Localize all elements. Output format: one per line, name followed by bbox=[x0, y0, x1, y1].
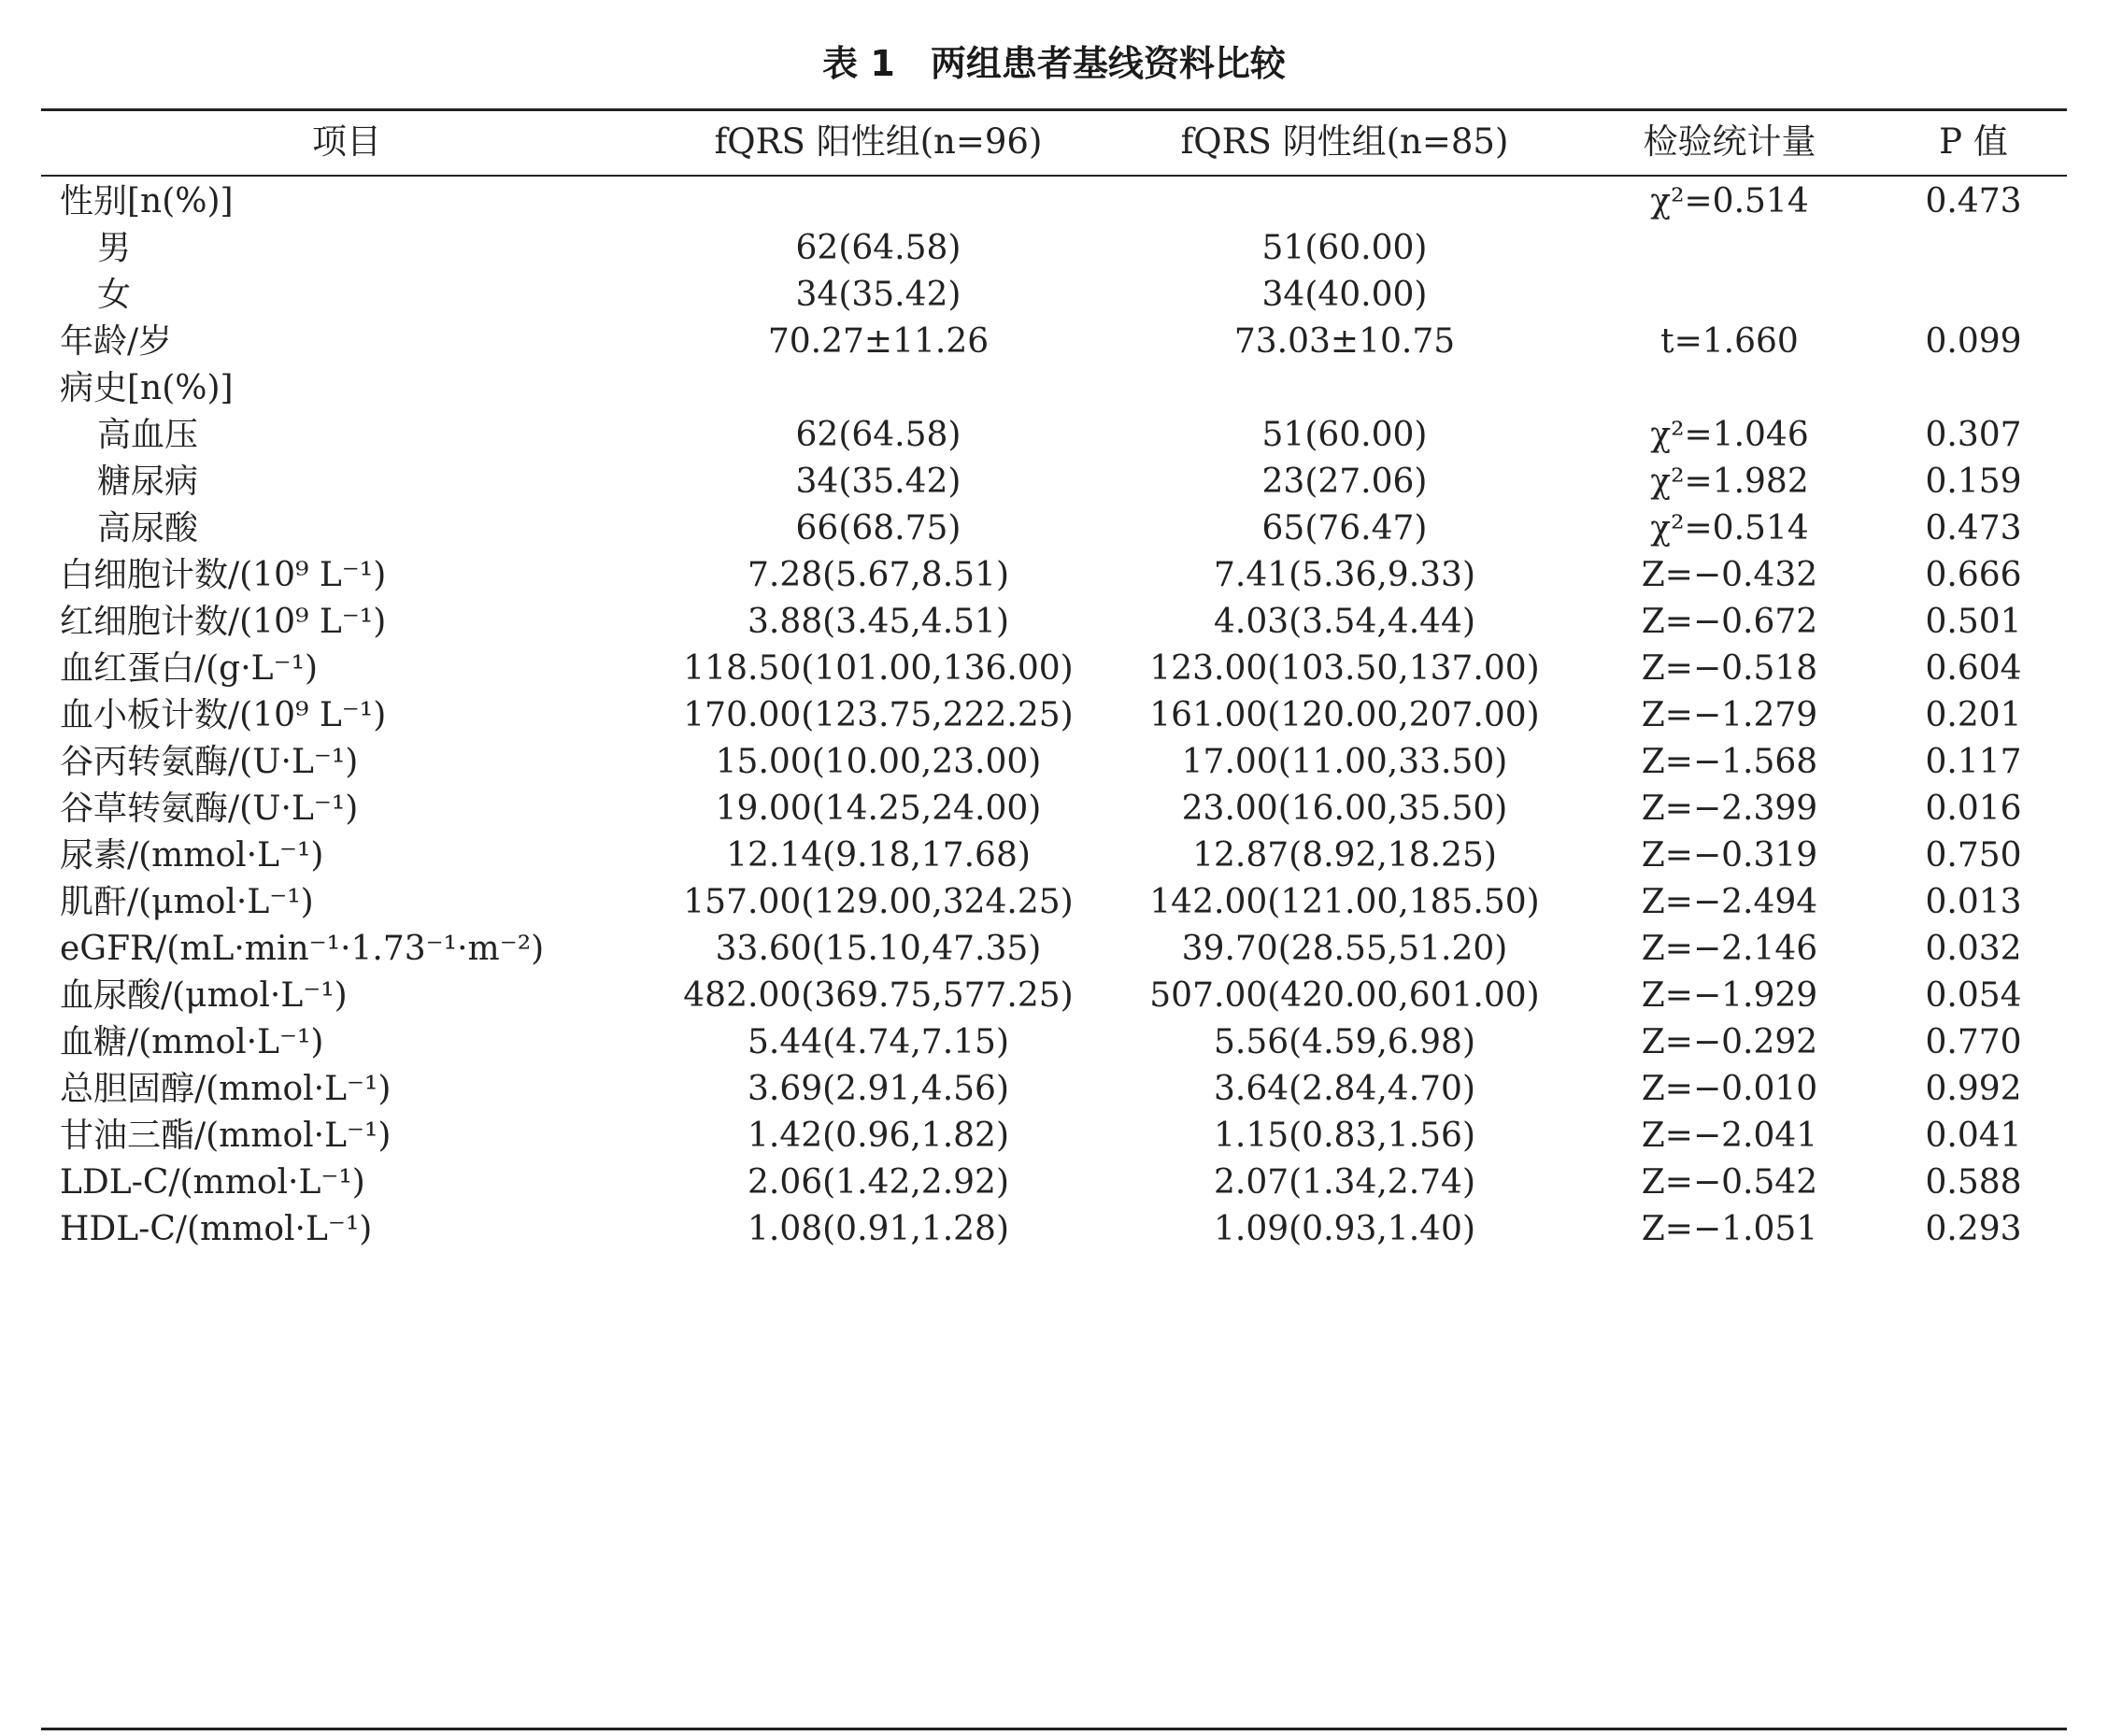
cell-item: 总胆固醇/(mmol·L⁻¹) bbox=[60, 1070, 392, 1108]
cell-p-value: 0.501 bbox=[1925, 603, 2022, 641]
cell-test-statistic: t=1.660 bbox=[1660, 322, 1799, 361]
cell-test-statistic: Z=−1.051 bbox=[1641, 1210, 1818, 1248]
cell-item: 高尿酸 bbox=[97, 509, 199, 548]
cell-p-value: 0.117 bbox=[1925, 743, 2022, 781]
cell-test-statistic: χ²=1.982 bbox=[1650, 462, 1809, 501]
cell-fqrs-negative: 123.00(103.50,137.00) bbox=[1149, 649, 1540, 688]
cell-item: 白细胞计数/(10⁹ L⁻¹) bbox=[60, 556, 387, 594]
cell-test-statistic: Z=−0.518 bbox=[1641, 649, 1818, 688]
cell-item: eGFR/(mL·min⁻¹·1.73⁻¹·m⁻²) bbox=[60, 930, 545, 968]
cell-fqrs-negative: 39.70(28.55,51.20) bbox=[1181, 930, 1508, 968]
cell-item: 血糖/(mmol·L⁻¹) bbox=[60, 1023, 324, 1061]
cell-item: 高血压 bbox=[97, 416, 199, 454]
header-fqrs-negative: fQRS 阴性组(n=85) bbox=[1180, 121, 1509, 162]
cell-test-statistic: Z=−0.672 bbox=[1641, 603, 1818, 641]
cell-item: 糖尿病 bbox=[97, 462, 199, 501]
cell-fqrs-negative: 3.64(2.84,4.70) bbox=[1213, 1070, 1475, 1108]
cell-test-statistic: χ²=0.514 bbox=[1650, 182, 1809, 221]
cell-item: 性别[n(%)] bbox=[60, 182, 234, 221]
cell-item: HDL-C/(mmol·L⁻¹) bbox=[60, 1210, 373, 1248]
cell-item: 谷草转氨酶/(U·L⁻¹) bbox=[60, 790, 359, 828]
cell-fqrs-positive: 5.44(4.74,7.15) bbox=[747, 1023, 1009, 1061]
cell-fqrs-negative: 23(27.06) bbox=[1261, 462, 1428, 501]
table-row bbox=[0, 1196, 2108, 1263]
cell-fqrs-positive: 62(64.58) bbox=[795, 229, 961, 267]
cell-fqrs-positive: 3.88(3.45,4.51) bbox=[747, 603, 1009, 641]
cell-item: 血小板计数/(10⁹ L⁻¹) bbox=[60, 696, 387, 734]
cell-fqrs-positive: 19.00(14.25,24.00) bbox=[715, 790, 1042, 828]
cell-p-value: 0.473 bbox=[1925, 509, 2022, 548]
cell-fqrs-negative: 1.15(0.83,1.56) bbox=[1213, 1117, 1475, 1155]
cell-fqrs-positive: 1.08(0.91,1.28) bbox=[747, 1210, 1009, 1248]
cell-p-value: 0.307 bbox=[1925, 416, 2022, 454]
cell-fqrs-positive: 34(35.42) bbox=[795, 462, 961, 501]
table-title: 表 1 两组患者基线资料比较 bbox=[822, 43, 1286, 84]
cell-fqrs-negative: 17.00(11.00,33.50) bbox=[1181, 743, 1508, 781]
cell-item: 女 bbox=[97, 276, 132, 314]
cell-p-value: 0.750 bbox=[1925, 836, 2022, 875]
cell-fqrs-negative: 161.00(120.00,207.00) bbox=[1149, 696, 1540, 734]
cell-fqrs-negative: 51(60.00) bbox=[1261, 229, 1428, 267]
cell-fqrs-negative: 5.56(4.59,6.98) bbox=[1213, 1023, 1475, 1061]
cell-item: 男 bbox=[97, 229, 132, 267]
cell-fqrs-positive: 62(64.58) bbox=[795, 416, 961, 454]
cell-test-statistic: Z=−0.542 bbox=[1641, 1163, 1818, 1202]
cell-fqrs-positive: 118.50(101.00,136.00) bbox=[683, 649, 1074, 688]
cell-p-value: 0.293 bbox=[1925, 1210, 2022, 1248]
cell-item: LDL-C/(mmol·L⁻¹) bbox=[60, 1163, 365, 1202]
cell-test-statistic: χ²=0.514 bbox=[1650, 509, 1809, 548]
cell-fqrs-negative: 2.07(1.34,2.74) bbox=[1213, 1163, 1475, 1202]
header-item: 项目 bbox=[312, 121, 381, 162]
cell-test-statistic: Z=−1.568 bbox=[1641, 743, 1818, 781]
cell-test-statistic: Z=−2.494 bbox=[1641, 883, 1818, 921]
cell-fqrs-negative: 51(60.00) bbox=[1261, 416, 1428, 454]
cell-p-value: 0.992 bbox=[1925, 1070, 2022, 1108]
cell-fqrs-negative: 1.09(0.93,1.40) bbox=[1213, 1210, 1475, 1248]
table-header-row bbox=[0, 108, 2108, 176]
cell-test-statistic: Z=−0.010 bbox=[1641, 1070, 1818, 1108]
cell-fqrs-positive: 3.69(2.91,4.56) bbox=[747, 1070, 1009, 1108]
cell-fqrs-positive: 157.00(129.00,324.25) bbox=[683, 883, 1074, 921]
cell-fqrs-positive: 1.42(0.96,1.82) bbox=[747, 1117, 1009, 1155]
cell-item: 尿素/(mmol·L⁻¹) bbox=[60, 836, 324, 875]
cell-item: 年龄/岁 bbox=[60, 322, 173, 361]
cell-fqrs-negative: 4.03(3.54,4.44) bbox=[1213, 603, 1475, 641]
cell-p-value: 0.770 bbox=[1925, 1023, 2022, 1061]
cell-p-value: 0.666 bbox=[1925, 556, 2022, 594]
cell-fqrs-negative: 12.87(8.92,18.25) bbox=[1192, 836, 1497, 875]
cell-item: 血红蛋白/(g·L⁻¹) bbox=[60, 649, 319, 688]
cell-test-statistic: Z=−2.041 bbox=[1641, 1117, 1818, 1155]
cell-p-value: 0.099 bbox=[1925, 322, 2022, 361]
cell-item: 血尿酸/(μmol·L⁻¹) bbox=[60, 976, 348, 1015]
cell-fqrs-positive: 66(68.75) bbox=[795, 509, 961, 548]
cell-item: 病史[n(%)] bbox=[60, 369, 234, 407]
cell-p-value: 0.041 bbox=[1925, 1117, 2022, 1155]
cell-fqrs-positive: 15.00(10.00,23.00) bbox=[715, 743, 1042, 781]
cell-fqrs-positive: 170.00(123.75,222.25) bbox=[683, 696, 1074, 734]
cell-fqrs-negative: 23.00(16.00,35.50) bbox=[1181, 790, 1508, 828]
cell-fqrs-positive: 7.28(5.67,8.51) bbox=[747, 556, 1009, 594]
cell-p-value: 0.013 bbox=[1925, 883, 2022, 921]
header-p-value: P 值 bbox=[1939, 121, 2008, 162]
cell-p-value: 0.159 bbox=[1925, 462, 2022, 501]
cell-fqrs-positive: 482.00(369.75,577.25) bbox=[683, 976, 1074, 1015]
cell-fqrs-negative: 65(76.47) bbox=[1261, 509, 1428, 548]
cell-test-statistic: Z=−2.146 bbox=[1641, 930, 1818, 968]
cell-item: 红细胞计数/(10⁹ L⁻¹) bbox=[60, 603, 387, 641]
cell-p-value: 0.588 bbox=[1925, 1163, 2022, 1202]
cell-p-value: 0.473 bbox=[1925, 182, 2022, 221]
cell-fqrs-negative: 73.03±10.75 bbox=[1233, 322, 1456, 361]
header-test-statistic: 检验统计量 bbox=[1643, 121, 1816, 162]
cell-test-statistic: Z=−1.279 bbox=[1641, 696, 1818, 734]
cell-fqrs-negative: 507.00(420.00,601.00) bbox=[1149, 976, 1540, 1015]
cell-fqrs-negative: 142.00(121.00,185.50) bbox=[1149, 883, 1540, 921]
cell-p-value: 0.054 bbox=[1925, 976, 2022, 1015]
header-fqrs-positive: fQRS 阳性组(n=96) bbox=[714, 121, 1043, 162]
cell-test-statistic: χ²=1.046 bbox=[1650, 416, 1809, 454]
cell-item: 甘油三酯/(mmol·L⁻¹) bbox=[60, 1117, 392, 1155]
cell-test-statistic: Z=−0.292 bbox=[1641, 1023, 1818, 1061]
cell-p-value: 0.604 bbox=[1925, 649, 2022, 688]
cell-test-statistic: Z=−2.399 bbox=[1641, 790, 1818, 828]
cell-item: 谷丙转氨酶/(U·L⁻¹) bbox=[60, 743, 359, 781]
cell-p-value: 0.032 bbox=[1925, 930, 2022, 968]
cell-p-value: 0.201 bbox=[1925, 696, 2022, 734]
cell-fqrs-negative: 34(40.00) bbox=[1261, 276, 1428, 314]
cell-fqrs-positive: 34(35.42) bbox=[795, 276, 961, 314]
cell-test-statistic: Z=−0.319 bbox=[1641, 836, 1818, 875]
cell-fqrs-positive: 12.14(9.18,17.68) bbox=[726, 836, 1031, 875]
cell-item: 肌酐/(μmol·L⁻¹) bbox=[60, 883, 314, 921]
cell-fqrs-positive: 70.27±11.26 bbox=[767, 322, 990, 361]
cell-fqrs-positive: 33.60(15.10,47.35) bbox=[715, 930, 1042, 968]
cell-test-statistic: Z=−1.929 bbox=[1641, 976, 1818, 1015]
bottom-rule bbox=[41, 1728, 2067, 1730]
cell-fqrs-negative: 7.41(5.36,9.33) bbox=[1213, 556, 1475, 594]
cell-fqrs-positive: 2.06(1.42,2.92) bbox=[747, 1163, 1009, 1202]
cell-test-statistic: Z=−0.432 bbox=[1641, 556, 1818, 594]
cell-p-value: 0.016 bbox=[1925, 790, 2022, 828]
